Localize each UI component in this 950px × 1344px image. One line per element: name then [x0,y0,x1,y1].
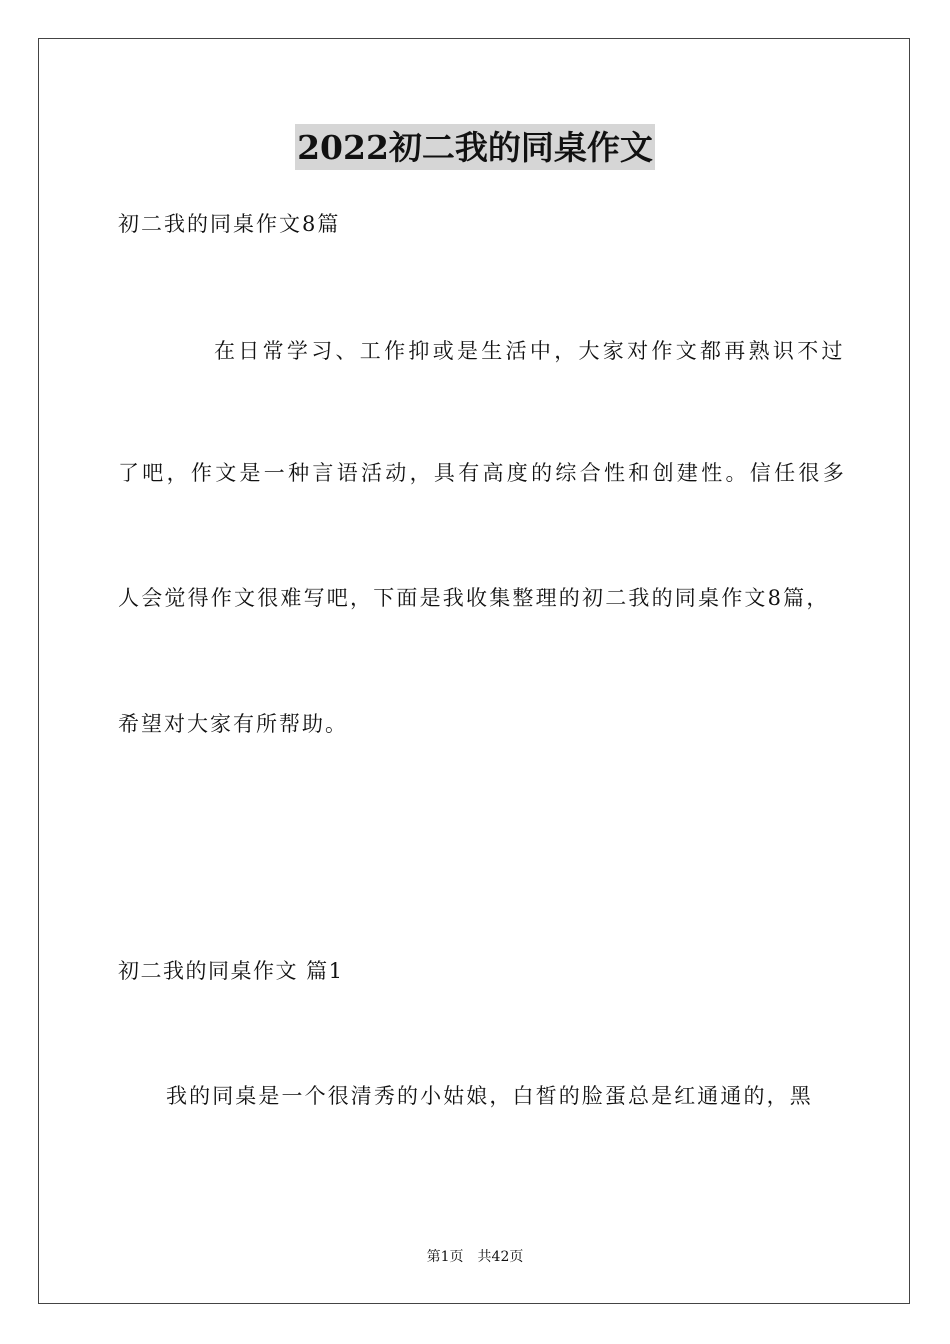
document-title: 2022初二我的同桌作文 [295,124,655,170]
section-paragraph-line: 我的同桌是一个很清秀的小姑娘，白皙的脸蛋总是红通通的，黑 [166,1084,813,1108]
page-total: 共42页 [477,1249,524,1265]
section-heading: 初二我的同桌作文 篇1 [118,959,344,983]
page-footer [0,1248,950,1266]
intro-line-4: 希望对大家有所帮助。 [118,712,348,736]
page-number: 第1页 [426,1249,464,1265]
intro-line-1: 在日常学习、工作抑或是生活中，大家对作文都再熟识不过 [214,339,846,363]
intro-line-2: 了吧，作文是一种言语活动，具有高度的综合性和创建性。信任很多 [118,461,847,485]
document-subtitle: 初二我的同桌作文8篇 [118,212,341,236]
document-title-wrap [0,124,950,170]
intro-line-3: 人会觉得作文很难写吧，下面是我收集整理的初二我的同桌作文8篇， [118,586,830,610]
